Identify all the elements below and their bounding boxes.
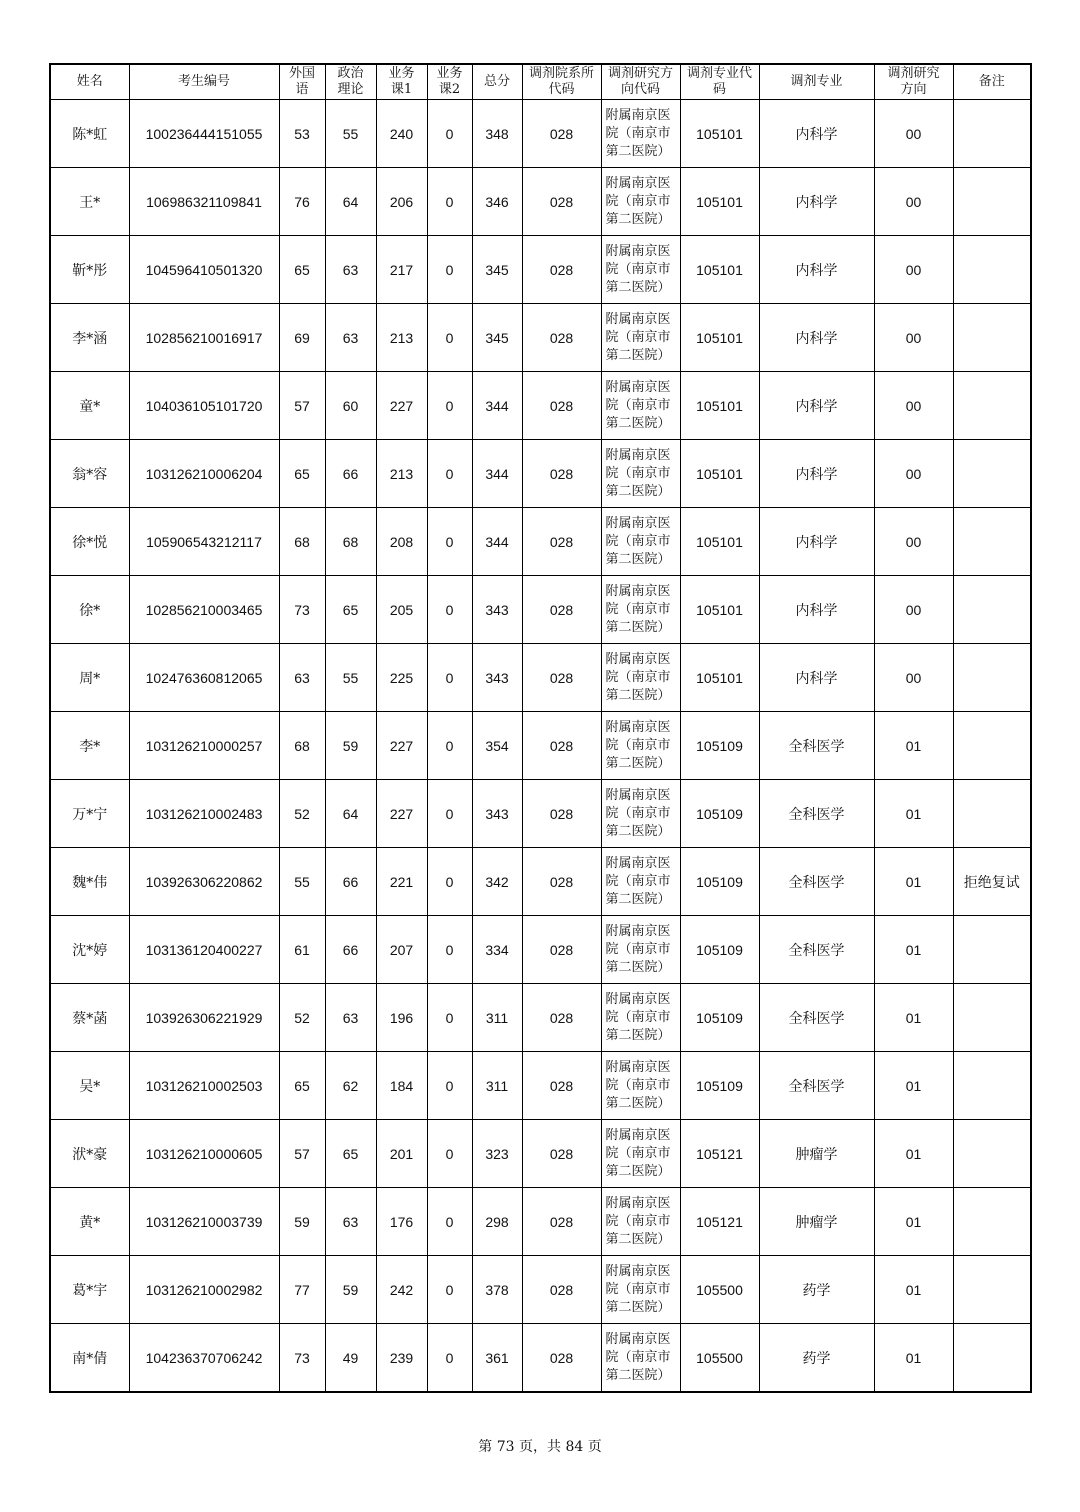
cell-dept-code: 028 — [522, 1120, 601, 1188]
cell-major-code: 105101 — [680, 372, 759, 440]
cell-major: 内科学 — [759, 100, 874, 168]
cell-politics: 65 — [325, 576, 376, 644]
cell-course2: 0 — [427, 1256, 472, 1324]
cell-major-code: 105109 — [680, 984, 759, 1052]
cell-research-dept: 附属南京医院（南京市第二医院） — [601, 100, 680, 168]
table-row — [50, 644, 1031, 712]
cell-exam-id: 102476360812065 — [129, 644, 279, 712]
cell-course2: 0 — [427, 508, 472, 576]
cell-direction: 00 — [874, 100, 953, 168]
cell-direction: 00 — [874, 644, 953, 712]
cell-note — [953, 576, 1031, 644]
cell-research-dept: 附属南京医院（南京市第二医院） — [601, 1188, 680, 1256]
table-row — [50, 712, 1031, 780]
cell-major: 内科学 — [759, 304, 874, 372]
cell-name: 徐* — [50, 576, 129, 644]
cell-exam-id: 104236370706242 — [129, 1324, 279, 1393]
cell-course2: 0 — [427, 236, 472, 304]
cell-course1: 240 — [376, 100, 427, 168]
cell-course2: 0 — [427, 168, 472, 236]
cell-total: 361 — [472, 1324, 522, 1393]
cell-direction: 01 — [874, 780, 953, 848]
cell-major-code: 105101 — [680, 236, 759, 304]
cell-research-dept: 附属南京医院（南京市第二医院） — [601, 712, 680, 780]
cell-major-code: 105101 — [680, 644, 759, 712]
cell-course2: 0 — [427, 440, 472, 508]
table-row — [50, 1120, 1031, 1188]
table-row — [50, 508, 1031, 576]
cell-exam-id: 102856210003465 — [129, 576, 279, 644]
cell-direction: 00 — [874, 304, 953, 372]
cell-dept-code: 028 — [522, 372, 601, 440]
header-politics: 政治理论 — [325, 64, 376, 100]
cell-dept-code: 028 — [522, 984, 601, 1052]
cell-name: 黄* — [50, 1188, 129, 1256]
cell-name: 徐*悦 — [50, 508, 129, 576]
cell-name: 李*涵 — [50, 304, 129, 372]
cell-total: 311 — [472, 984, 522, 1052]
cell-course1: 217 — [376, 236, 427, 304]
cell-name: 吴* — [50, 1052, 129, 1120]
cell-note — [953, 304, 1031, 372]
cell-total: 344 — [472, 508, 522, 576]
cell-total: 343 — [472, 644, 522, 712]
cell-direction: 00 — [874, 372, 953, 440]
cell-course1: 207 — [376, 916, 427, 984]
cell-note — [953, 1188, 1031, 1256]
cell-research-dept: 附属南京医院（南京市第二医院） — [601, 236, 680, 304]
cell-course1: 227 — [376, 372, 427, 440]
cell-direction: 00 — [874, 508, 953, 576]
cell-major-code: 105121 — [680, 1188, 759, 1256]
cell-name: 南*倩 — [50, 1324, 129, 1393]
cell-direction: 01 — [874, 712, 953, 780]
header-course2: 业务课2 — [427, 64, 472, 100]
cell-politics: 60 — [325, 372, 376, 440]
cell-direction: 01 — [874, 1188, 953, 1256]
cell-major-code: 105101 — [680, 576, 759, 644]
admission-table — [49, 63, 1032, 1393]
cell-foreign: 73 — [279, 576, 325, 644]
cell-name: 陈*虹 — [50, 100, 129, 168]
cell-direction: 01 — [874, 1324, 953, 1393]
cell-course2: 0 — [427, 1188, 472, 1256]
table-row — [50, 236, 1031, 304]
cell-exam-id: 103126210003739 — [129, 1188, 279, 1256]
cell-total: 348 — [472, 100, 522, 168]
cell-major: 内科学 — [759, 236, 874, 304]
table-row — [50, 1256, 1031, 1324]
cell-major-code: 105109 — [680, 780, 759, 848]
cell-exam-id: 105906543212117 — [129, 508, 279, 576]
cell-major: 内科学 — [759, 576, 874, 644]
cell-note — [953, 372, 1031, 440]
cell-course2: 0 — [427, 848, 472, 916]
table-row — [50, 984, 1031, 1052]
cell-total: 343 — [472, 576, 522, 644]
cell-total: 343 — [472, 780, 522, 848]
table-row — [50, 372, 1031, 440]
cell-note — [953, 916, 1031, 984]
cell-major-code: 105500 — [680, 1256, 759, 1324]
cell-major-code: 105121 — [680, 1120, 759, 1188]
cell-politics: 63 — [325, 236, 376, 304]
cell-exam-id: 106986321109841 — [129, 168, 279, 236]
cell-exam-id: 103926306220862 — [129, 848, 279, 916]
cell-name: 王* — [50, 168, 129, 236]
cell-total: 334 — [472, 916, 522, 984]
cell-course1: 206 — [376, 168, 427, 236]
cell-major-code: 105109 — [680, 712, 759, 780]
table-header — [50, 64, 1031, 100]
cell-note — [953, 100, 1031, 168]
table-body — [50, 100, 1031, 1393]
cell-major: 药学 — [759, 1256, 874, 1324]
cell-research-dept: 附属南京医院（南京市第二医院） — [601, 780, 680, 848]
cell-major-code: 105109 — [680, 1052, 759, 1120]
cell-foreign: 59 — [279, 1188, 325, 1256]
header-major-code: 调剂专业代码 — [680, 64, 759, 100]
table-row — [50, 168, 1031, 236]
cell-research-dept: 附属南京医院（南京市第二医院） — [601, 916, 680, 984]
cell-foreign: 76 — [279, 168, 325, 236]
cell-note — [953, 440, 1031, 508]
cell-foreign: 61 — [279, 916, 325, 984]
cell-research-dept: 附属南京医院（南京市第二医院） — [601, 372, 680, 440]
table-row — [50, 780, 1031, 848]
cell-direction: 00 — [874, 236, 953, 304]
cell-exam-id: 103136120400227 — [129, 916, 279, 984]
cell-major: 全科医学 — [759, 1052, 874, 1120]
cell-course1: 213 — [376, 304, 427, 372]
table-row — [50, 1324, 1031, 1393]
table-row — [50, 100, 1031, 168]
cell-major: 内科学 — [759, 508, 874, 576]
cell-total: 323 — [472, 1120, 522, 1188]
cell-research-dept: 附属南京医院（南京市第二医院） — [601, 508, 680, 576]
cell-total: 344 — [472, 372, 522, 440]
table-row — [50, 916, 1031, 984]
cell-course2: 0 — [427, 780, 472, 848]
page-footer: 第 73 页，共 84 页 — [478, 1439, 602, 1455]
table-row — [50, 440, 1031, 508]
cell-major: 全科医学 — [759, 780, 874, 848]
cell-total: 354 — [472, 712, 522, 780]
table-row — [50, 848, 1031, 916]
cell-direction: 01 — [874, 1120, 953, 1188]
cell-name: 沈*婷 — [50, 916, 129, 984]
cell-foreign: 63 — [279, 644, 325, 712]
cell-note — [953, 644, 1031, 712]
cell-note — [953, 1120, 1031, 1188]
cell-major-code: 105500 — [680, 1324, 759, 1393]
cell-name: 童* — [50, 372, 129, 440]
cell-name: 万*宁 — [50, 780, 129, 848]
cell-foreign: 68 — [279, 712, 325, 780]
cell-name: 翁*容 — [50, 440, 129, 508]
cell-total: 311 — [472, 1052, 522, 1120]
cell-research-dept: 附属南京医院（南京市第二医院） — [601, 1052, 680, 1120]
cell-exam-id: 103926306221929 — [129, 984, 279, 1052]
cell-course1: 201 — [376, 1120, 427, 1188]
header-foreign-language: 外国语 — [279, 64, 325, 100]
cell-course2: 0 — [427, 1052, 472, 1120]
cell-foreign: 68 — [279, 508, 325, 576]
header-major: 调剂专业 — [759, 64, 874, 100]
cell-course1: 176 — [376, 1188, 427, 1256]
cell-exam-id: 103126210002982 — [129, 1256, 279, 1324]
cell-course1: 196 — [376, 984, 427, 1052]
cell-direction: 00 — [874, 576, 953, 644]
cell-dept-code: 028 — [522, 848, 601, 916]
cell-foreign: 69 — [279, 304, 325, 372]
cell-dept-code: 028 — [522, 780, 601, 848]
cell-course2: 0 — [427, 576, 472, 644]
cell-foreign: 77 — [279, 1256, 325, 1324]
header-total: 总分 — [472, 64, 522, 100]
cell-major-code: 105101 — [680, 168, 759, 236]
cell-direction: 01 — [874, 848, 953, 916]
cell-course2: 0 — [427, 372, 472, 440]
cell-course1: 184 — [376, 1052, 427, 1120]
cell-major: 肿瘤学 — [759, 1188, 874, 1256]
cell-major: 内科学 — [759, 440, 874, 508]
cell-course2: 0 — [427, 1324, 472, 1393]
cell-politics: 55 — [325, 644, 376, 712]
cell-politics: 59 — [325, 712, 376, 780]
header-exam-id: 考生编号 — [129, 64, 279, 100]
cell-politics: 59 — [325, 1256, 376, 1324]
cell-course1: 242 — [376, 1256, 427, 1324]
cell-dept-code: 028 — [522, 1324, 601, 1393]
cell-politics: 49 — [325, 1324, 376, 1393]
cell-foreign: 57 — [279, 1120, 325, 1188]
cell-note — [953, 984, 1031, 1052]
cell-dept-code: 028 — [522, 916, 601, 984]
cell-major: 内科学 — [759, 168, 874, 236]
cell-major: 全科医学 — [759, 916, 874, 984]
cell-foreign: 52 — [279, 984, 325, 1052]
cell-research-dept: 附属南京医院（南京市第二医院） — [601, 1324, 680, 1393]
cell-course2: 0 — [427, 916, 472, 984]
cell-name: 李* — [50, 712, 129, 780]
cell-name: 洑*豪 — [50, 1120, 129, 1188]
cell-direction: 00 — [874, 440, 953, 508]
cell-exam-id: 104036105101720 — [129, 372, 279, 440]
header-research-dept-code: 调剂研究方向代码 — [601, 64, 680, 100]
cell-exam-id: 104596410501320 — [129, 236, 279, 304]
cell-note — [953, 1256, 1031, 1324]
cell-politics: 63 — [325, 1188, 376, 1256]
header-course1: 业务课1 — [376, 64, 427, 100]
cell-note — [953, 780, 1031, 848]
cell-politics: 66 — [325, 440, 376, 508]
cell-direction: 01 — [874, 1256, 953, 1324]
cell-total: 346 — [472, 168, 522, 236]
cell-exam-id: 102856210016917 — [129, 304, 279, 372]
cell-dept-code: 028 — [522, 440, 601, 508]
header-direction: 调剂研究方向 — [874, 64, 953, 100]
cell-course2: 0 — [427, 304, 472, 372]
cell-major-code: 105101 — [680, 508, 759, 576]
cell-major: 肿瘤学 — [759, 1120, 874, 1188]
table-row — [50, 1188, 1031, 1256]
table-row — [50, 304, 1031, 372]
cell-dept-code: 028 — [522, 1188, 601, 1256]
cell-note — [953, 508, 1031, 576]
cell-course1: 208 — [376, 508, 427, 576]
cell-total: 345 — [472, 304, 522, 372]
cell-foreign: 65 — [279, 236, 325, 304]
header-note: 备注 — [953, 64, 1031, 100]
cell-politics: 68 — [325, 508, 376, 576]
cell-course1: 225 — [376, 644, 427, 712]
cell-research-dept: 附属南京医院（南京市第二医院） — [601, 576, 680, 644]
cell-foreign: 57 — [279, 372, 325, 440]
cell-note — [953, 712, 1031, 780]
cell-dept-code: 028 — [522, 576, 601, 644]
cell-note: 拒绝复试 — [953, 848, 1031, 916]
cell-name: 葛*宇 — [50, 1256, 129, 1324]
cell-research-dept: 附属南京医院（南京市第二医院） — [601, 304, 680, 372]
cell-name: 周* — [50, 644, 129, 712]
cell-major: 全科医学 — [759, 848, 874, 916]
cell-course1: 205 — [376, 576, 427, 644]
cell-research-dept: 附属南京医院（南京市第二医院） — [601, 984, 680, 1052]
cell-foreign: 65 — [279, 440, 325, 508]
cell-foreign: 65 — [279, 1052, 325, 1120]
cell-note — [953, 236, 1031, 304]
cell-politics: 63 — [325, 304, 376, 372]
cell-total: 378 — [472, 1256, 522, 1324]
cell-name: 靳*彤 — [50, 236, 129, 304]
cell-note — [953, 1324, 1031, 1393]
header-dept-code: 调剂院系所代码 — [522, 64, 601, 100]
cell-major: 全科医学 — [759, 712, 874, 780]
cell-course1: 239 — [376, 1324, 427, 1393]
cell-dept-code: 028 — [522, 644, 601, 712]
cell-research-dept: 附属南京医院（南京市第二医院） — [601, 848, 680, 916]
cell-total: 342 — [472, 848, 522, 916]
cell-politics: 66 — [325, 916, 376, 984]
cell-research-dept: 附属南京医院（南京市第二医院） — [601, 1120, 680, 1188]
cell-foreign: 53 — [279, 100, 325, 168]
cell-major-code: 105109 — [680, 848, 759, 916]
cell-course2: 0 — [427, 1120, 472, 1188]
cell-direction: 01 — [874, 916, 953, 984]
cell-direction: 01 — [874, 984, 953, 1052]
cell-major: 内科学 — [759, 644, 874, 712]
cell-foreign: 52 — [279, 780, 325, 848]
table-row — [50, 1052, 1031, 1120]
cell-exam-id: 103126210002483 — [129, 780, 279, 848]
cell-research-dept: 附属南京医院（南京市第二医院） — [601, 1256, 680, 1324]
cell-politics: 64 — [325, 780, 376, 848]
cell-foreign: 55 — [279, 848, 325, 916]
cell-major-code: 105109 — [680, 916, 759, 984]
cell-course2: 0 — [427, 984, 472, 1052]
cell-dept-code: 028 — [522, 1256, 601, 1324]
cell-exam-id: 103126210002503 — [129, 1052, 279, 1120]
table-row — [50, 576, 1031, 644]
cell-dept-code: 028 — [522, 236, 601, 304]
cell-direction: 00 — [874, 168, 953, 236]
cell-note — [953, 1052, 1031, 1120]
cell-course1: 227 — [376, 780, 427, 848]
cell-exam-id: 103126210000257 — [129, 712, 279, 780]
cell-exam-id: 103126210000605 — [129, 1120, 279, 1188]
cell-name: 魏*伟 — [50, 848, 129, 916]
cell-exam-id: 103126210006204 — [129, 440, 279, 508]
cell-major: 药学 — [759, 1324, 874, 1393]
cell-dept-code: 028 — [522, 508, 601, 576]
cell-note — [953, 168, 1031, 236]
cell-course2: 0 — [427, 644, 472, 712]
cell-major-code: 105101 — [680, 100, 759, 168]
cell-politics: 65 — [325, 1120, 376, 1188]
cell-politics: 63 — [325, 984, 376, 1052]
cell-course2: 0 — [427, 712, 472, 780]
cell-research-dept: 附属南京医院（南京市第二医院） — [601, 440, 680, 508]
cell-name: 蔡*菡 — [50, 984, 129, 1052]
header-name: 姓名 — [50, 64, 129, 100]
cell-dept-code: 028 — [522, 168, 601, 236]
cell-total: 345 — [472, 236, 522, 304]
cell-foreign: 73 — [279, 1324, 325, 1393]
cell-major-code: 105101 — [680, 304, 759, 372]
cell-total: 344 — [472, 440, 522, 508]
cell-major: 全科医学 — [759, 984, 874, 1052]
cell-major-code: 105101 — [680, 440, 759, 508]
cell-research-dept: 附属南京医院（南京市第二医院） — [601, 644, 680, 712]
cell-course1: 221 — [376, 848, 427, 916]
cell-politics: 64 — [325, 168, 376, 236]
cell-major: 内科学 — [759, 372, 874, 440]
cell-dept-code: 028 — [522, 100, 601, 168]
cell-course1: 213 — [376, 440, 427, 508]
cell-total: 298 — [472, 1188, 522, 1256]
cell-dept-code: 028 — [522, 1052, 601, 1120]
cell-politics: 62 — [325, 1052, 376, 1120]
cell-direction: 01 — [874, 1052, 953, 1120]
cell-exam-id: 100236444151055 — [129, 100, 279, 168]
cell-course2: 0 — [427, 100, 472, 168]
cell-politics: 66 — [325, 848, 376, 916]
cell-dept-code: 028 — [522, 712, 601, 780]
cell-dept-code: 028 — [522, 304, 601, 372]
cell-course1: 227 — [376, 712, 427, 780]
cell-politics: 55 — [325, 100, 376, 168]
cell-research-dept: 附属南京医院（南京市第二医院） — [601, 168, 680, 236]
